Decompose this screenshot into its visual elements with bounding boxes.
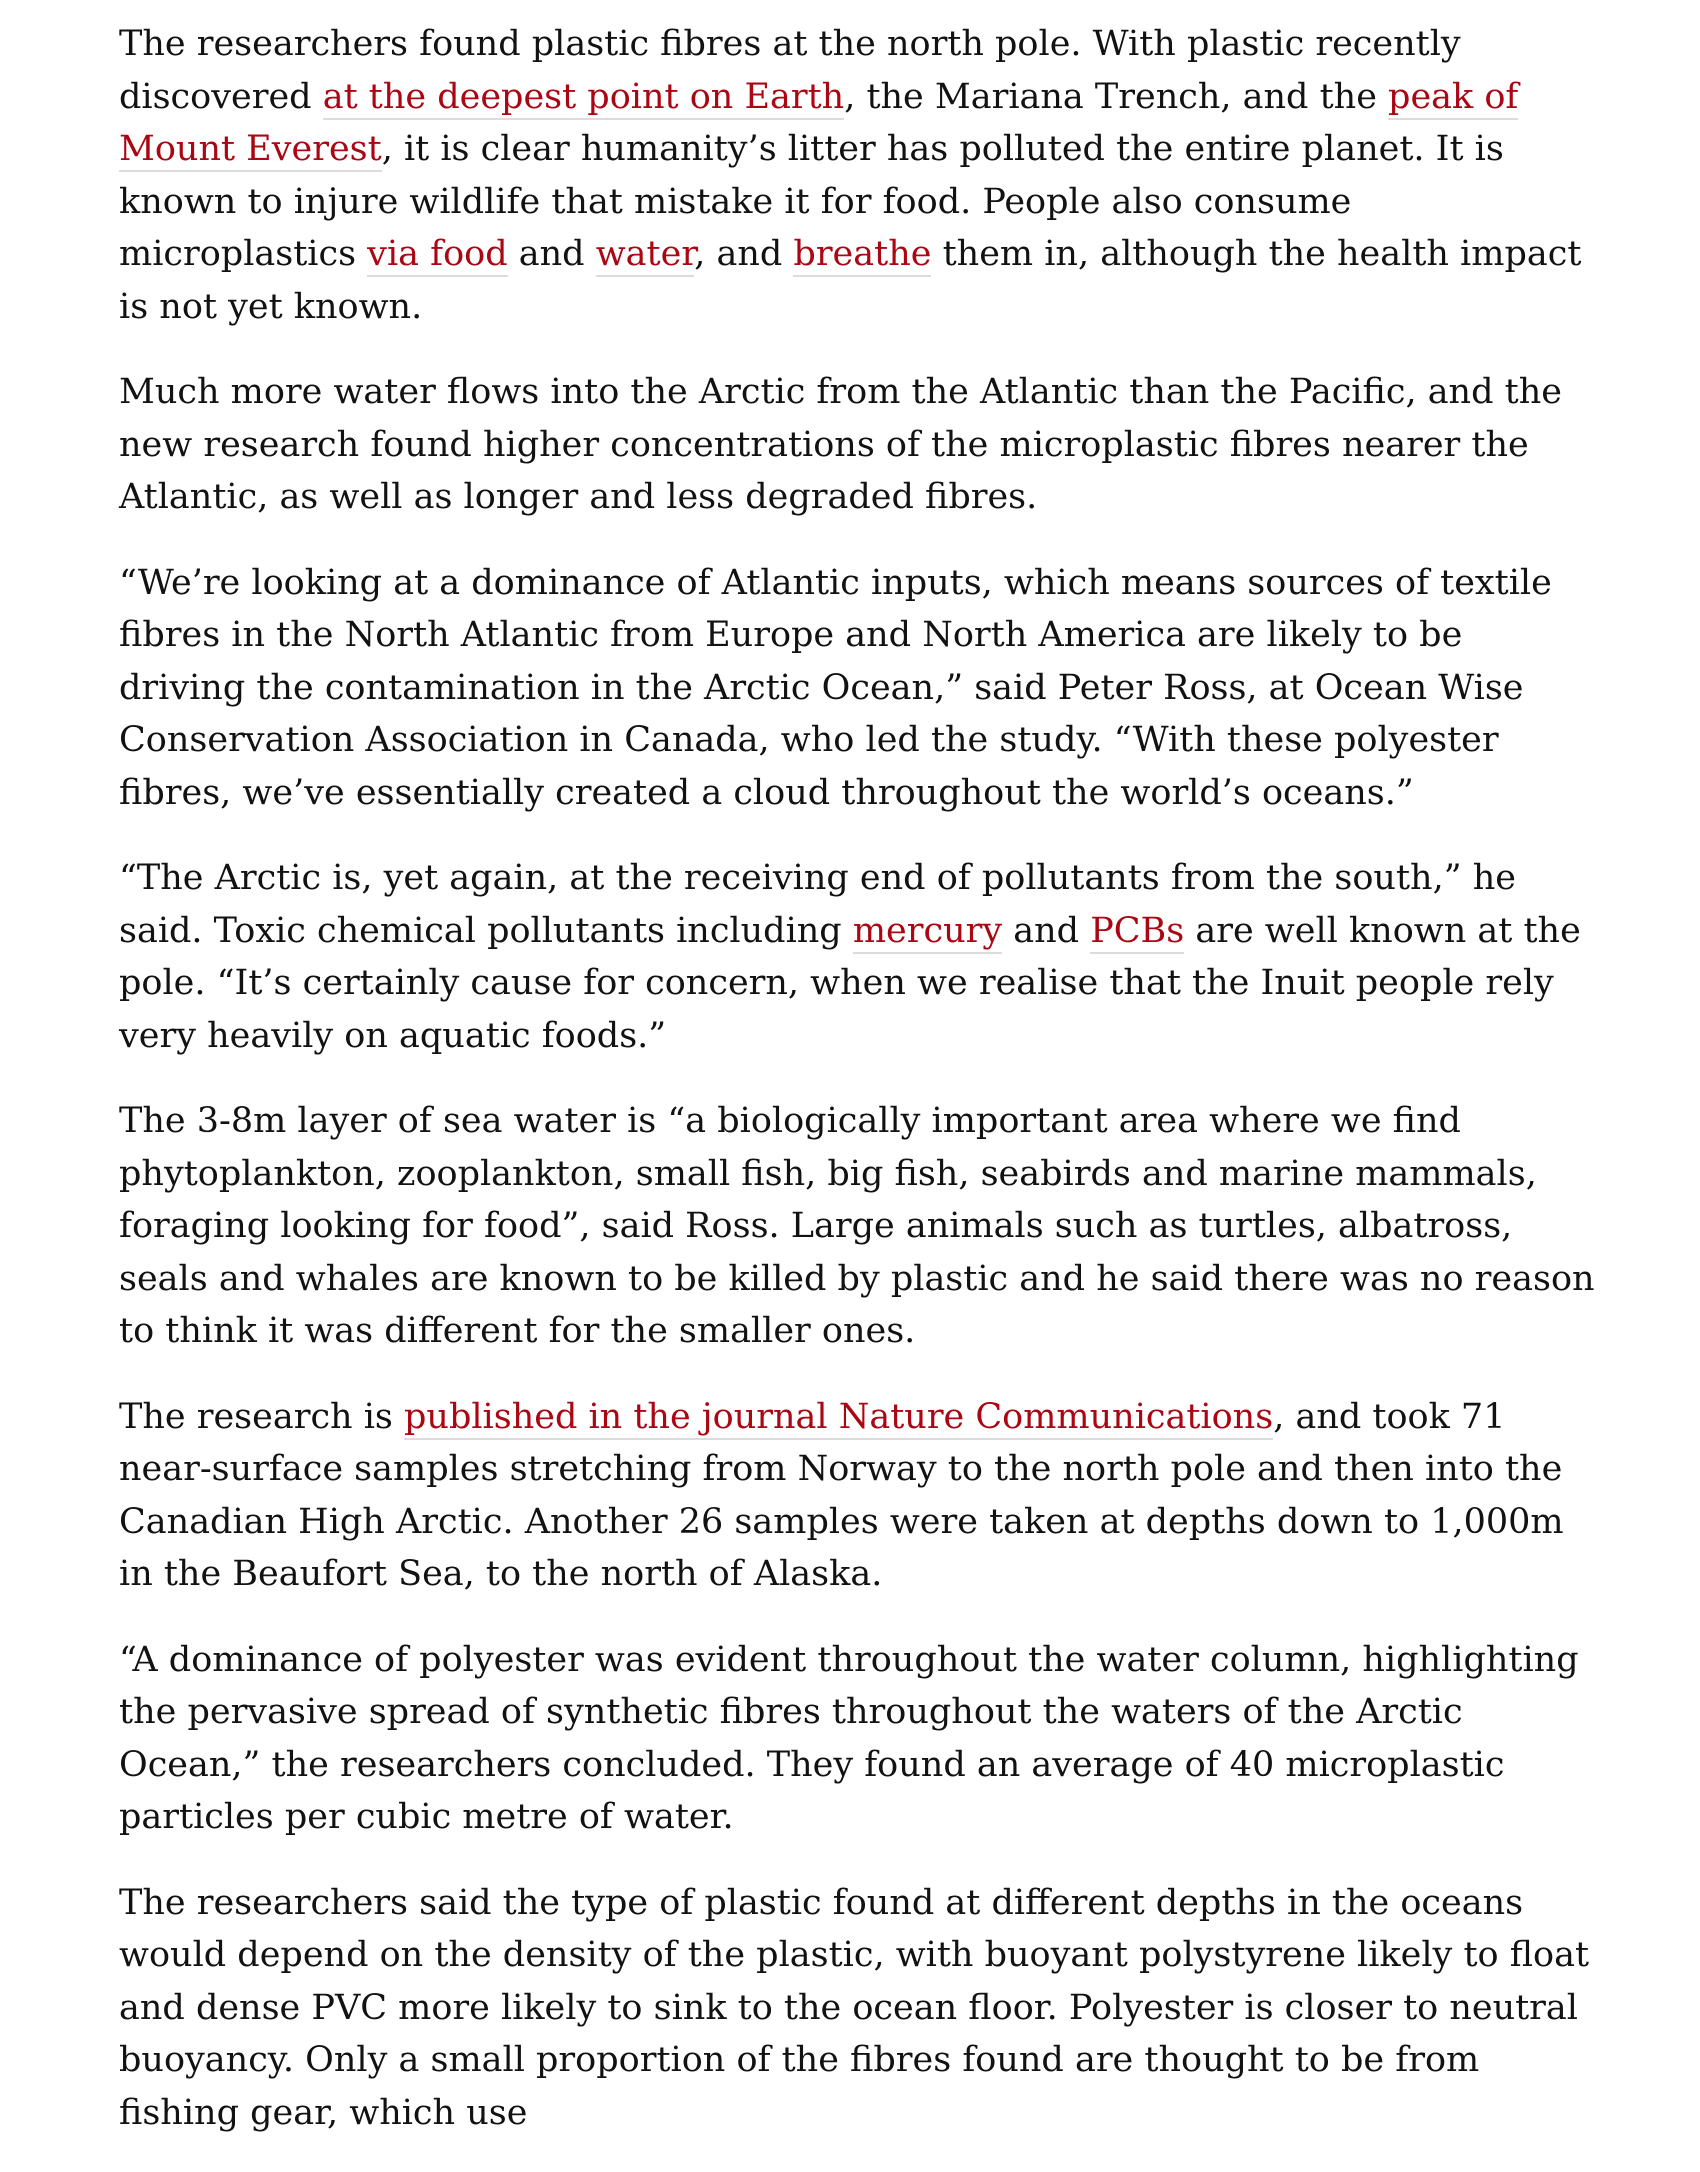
paragraph — [119, 852, 1599, 1062]
link-deepest-point-on-earth[interactable]: at the deepest point on Earth — [323, 77, 845, 120]
paragraph — [119, 1095, 1599, 1358]
text-run: “The Arctic is, yet again, at the receiving end of pollutants from the south,” he said. Toxic chemical pollutants including — [119, 858, 1516, 951]
text-run: , it is clear humanity’s litter has polluted the entire planet. It is known to injure wildlife that mistake it for food. People also consume microplastics — [119, 129, 1504, 274]
text-run: “We’re looking at a dominance of Atlantic inputs, which means sources of textile fibres in the North Atlantic from Europe and North America are likely to be driving the contamination in the Arctic Ocean,” said Peter Ross, at Ocean Wise Conservation Association in Canada, who led the study. “With these polyester fibres, we’ve essentially created a cloud throughout the world’s oceans.” — [119, 562, 1552, 813]
text-run: Much more water flows into the Arctic from the Atlantic than the Pacific, and the new research found higher concentrations of the microplastic fibres nearer the Atlantic, as well as longer and less degraded fibres. — [119, 372, 1562, 517]
text-run: The researchers said the type of plastic found at different depths in the oceans would depend on the density of the plastic, with buoyant polystyrene likely to float and dense PVC more likely to sink to the ocean floor. Polyester is closer to neutral buoyancy. Only a small proportion of the fibres found are thought to be from fishing gear, which use — [119, 1882, 1590, 2133]
paragraph — [119, 1877, 1599, 2140]
paragraph — [119, 18, 1599, 333]
text-run: them in, although the health impact is not yet known. — [119, 234, 1582, 327]
text-run: The researchers found plastic fibres at the north pole. With plastic recently discovered — [119, 24, 1461, 117]
paragraph — [119, 1634, 1599, 1844]
text-run: and — [507, 234, 596, 274]
link-peak-of-mount-everest[interactable]: peak of Mount Everest — [119, 77, 1518, 173]
paragraph — [119, 557, 1599, 820]
text-run: and — [1002, 910, 1091, 951]
text-run: , and — [694, 234, 794, 274]
link-pcbs[interactable]: PCBs — [1090, 911, 1184, 954]
text-run: , the Mariana Trench, and the — [844, 76, 1389, 117]
paragraph — [119, 1391, 1599, 1601]
text-run: “A dominance of polyester was evident throughout the water column, highlighting the pervasive spread of synthetic fibres throughout the waters of the Arctic Ocean,” the researchers concluded. They found an average of 40 microplastic particles per cubic metre of water. — [119, 1639, 1579, 1837]
text-run: The 3-8m layer of sea water is “a biologically important area where we find phytoplankton, zooplankton, small fish, big fish, seabirds and marine mammals, foraging looking for food”, said Ross. Large animals such as turtles, albatross, seals and whales are known to be killed by plastic and he said there was no reason to think it was different for the smaller ones. — [119, 1101, 1595, 1351]
link-nature-communications[interactable]: published in the journal Nature Communications — [404, 1397, 1273, 1440]
link-mercury[interactable]: mercury — [853, 911, 1002, 954]
text-run: The research is — [119, 1396, 404, 1437]
link-water[interactable]: water — [596, 234, 695, 277]
link-breathe[interactable]: breathe — [793, 234, 931, 277]
article-body — [119, 18, 1599, 2172]
text-run: , and took 71 near-surface samples stretching from Norway to the north pole and then into the Canadian High Arctic. Another 26 samples were taken at depths down to 1,000m in the Beaufort Sea, to the north of Alaska. — [119, 1396, 1564, 1594]
link-via-food[interactable]: via food — [367, 234, 507, 277]
paragraph — [119, 366, 1599, 524]
text-run: are well known at the pole. “It’s certainly cause for concern, when we realise that the Inuit people rely very heavily on aquatic foods.” — [119, 910, 1581, 1056]
